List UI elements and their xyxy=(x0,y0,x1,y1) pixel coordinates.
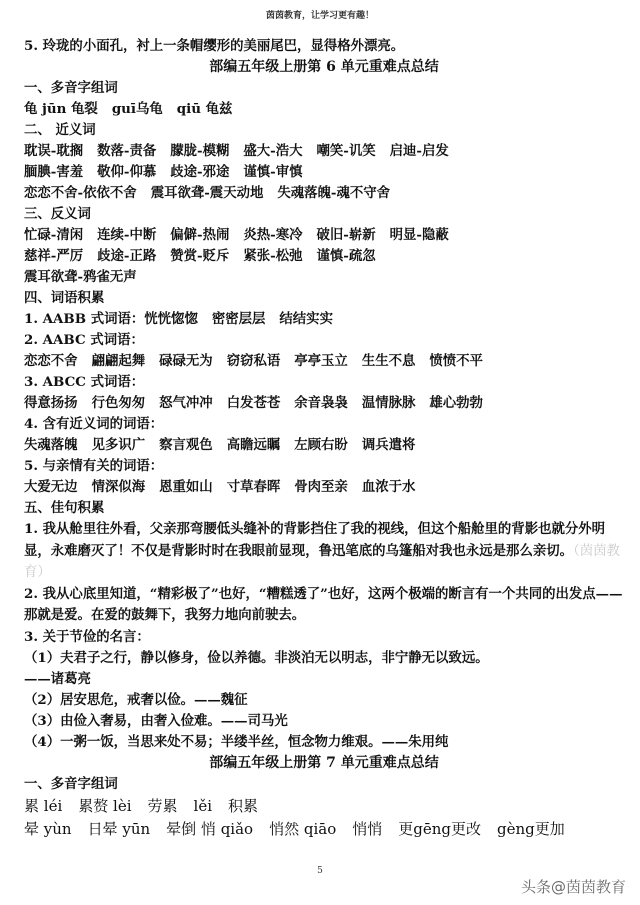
quote-line: （3）由俭入奢易，由奢入俭难。——司马光 xyxy=(24,712,288,729)
section-heading: 四、词语积累 xyxy=(24,290,105,306)
quote-attribution: ——诸葛亮 xyxy=(24,670,91,687)
section-heading: 五、佳句积累 xyxy=(24,500,105,516)
section-heading: 一、多音字组词 xyxy=(24,775,118,792)
watermark: （茵茵教育） xyxy=(24,543,620,580)
quote-line: （2）居安思危，戒奢以俭。——魏征 xyxy=(24,691,248,708)
document-body xyxy=(24,36,624,841)
word-list: 龟 jūn 龟裂 guī乌龟 qiū 龟兹 xyxy=(24,101,233,117)
word-list: 忙碌-清闲 连续-中断 偏僻-热闹 炎热-寒冷 破旧-崭新 明显-隐蔽 xyxy=(24,227,449,243)
sub-heading: 2. AABC 式词语： xyxy=(24,332,144,348)
section-title-unit6: 部编五年级上册第 6 单元重难点总结 xyxy=(209,59,439,75)
sub-heading: 3. 关于节俭的名言： xyxy=(24,628,150,645)
word-list: 1. AABB 式词语：恍恍惚惚 密密层层 结结实实 xyxy=(24,311,333,327)
word-list: 得意扬扬 行色匆匆 怒气冲冲 白发苍苍 余音袅袅 温情脉脉 雄心勃勃 xyxy=(24,395,483,411)
word-list: 慈祥-严厉 歧途-正路 赞赏-贬斥 紧张-松弛 谨慎-疏忽 xyxy=(24,248,376,264)
word-list: 震耳欲聋-鸦雀无声 xyxy=(24,269,137,285)
sub-heading: 3. ABCC 式词语： xyxy=(24,374,145,390)
quote-line: （4）一粥一饭，当思来处不易；半缕半丝，恒念物力维艰。——朱用纯 xyxy=(24,733,449,750)
quote-line: （1）夫君子之行，静以修身，俭以养德。非淡泊无以明志，非宁静无以致远。 xyxy=(24,649,489,666)
section-heading: 二、 近义词 xyxy=(24,122,96,138)
word-list: 腼腆-害羞 敬仰-仰慕 歧途-邪途 谨慎-审慎 xyxy=(24,164,303,180)
word-list: 失魂落魄 见多识广 察言观色 高瞻远瞩 左顾右盼 调兵遣将 xyxy=(24,437,416,453)
paragraph: 1. 我从舱里往外看，父亲那弯腰低头缝补的背影挡住了我的视线，但这个船舱里的背影也就分外明显，永难磨灭了！不仅是背影时时在我眼前显现，鲁迅笔底的乌篷船对我也永远是那么亲切。（茵茵教育） xyxy=(24,521,620,580)
brand-watermark: 头条@茵茵教育 xyxy=(520,878,626,896)
paragraph: 2. 我从心底里知道，“精彩极了”也好，“糟糕透了”也好，这两个极端的断言有一个共同的出发点——那就是爱。在爱的鼓舞下，我努力地向前驶去。 xyxy=(24,585,623,623)
word-list: 耽误-耽搁 数落-责备 朦胧-模糊 盛大-浩大 嘲笑-讥笑 启迪-启发 xyxy=(24,143,449,159)
page-header: 茵茵教育，让学习更有趣！ xyxy=(265,11,374,21)
word-list: 恋恋不舍-依依不舍 震耳欲聋-震天动地 失魂落魄-魂不守舍 xyxy=(24,185,391,201)
section-title-unit7: 部编五年级上册第 7 单元重难点总结 xyxy=(209,754,439,771)
word-list: 晕 yùn 日晕 yūn 晕倒 悄 qiǎo 悄然 qiāo 悄悄 更gēng更改 gèng更加 xyxy=(24,819,565,838)
word-list: 大爱无边 情深似海 恩重如山 寸草春晖 骨肉至亲 血浓于水 xyxy=(24,479,416,495)
section-heading: 一、多音字组词 xyxy=(24,80,118,96)
word-list: 恋恋不舍 翩翩起舞 碌碌无为 窃窃私语 亭亭玉立 生生不息 愤愤不平 xyxy=(24,353,483,369)
sub-heading: 5. 与亲情有关的词语： xyxy=(24,458,164,474)
page-number: 5 xyxy=(317,866,323,876)
section-heading: 三、反义词 xyxy=(24,206,91,222)
text-line: 5. 玲珑的小面孔，衬上一条帽缨形的美丽尾巴，显得格外漂亮。 xyxy=(24,38,405,54)
sub-heading: 4. 含有近义词的词语： xyxy=(24,416,164,432)
word-list: 累 léi 累赘 lèi 劳累 lěi 积累 xyxy=(24,796,259,815)
